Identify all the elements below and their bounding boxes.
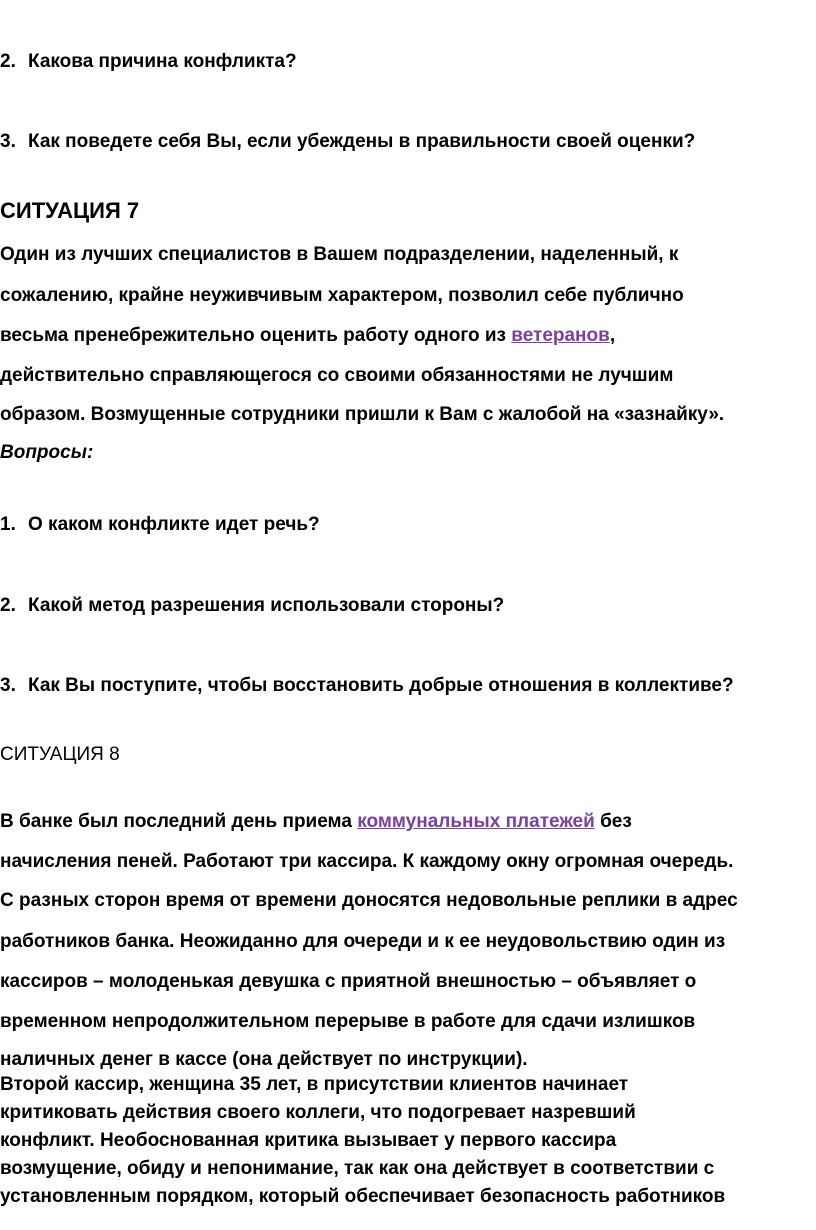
question-number: 1. — [0, 514, 16, 535]
question-3 — [0, 674, 734, 698]
situation-8-line-1 — [0, 810, 632, 834]
question-number: 2. — [0, 51, 16, 72]
question-number: 2. — [0, 595, 16, 616]
situation-7-line-2: сожалению, крайне неуживчивым характером, позволил себе публично — [0, 285, 684, 306]
text-span: без — [594, 811, 632, 832]
situation-7-title: СИТУАЦИЯ 7 — [0, 198, 140, 223]
question-number: 3. — [0, 675, 16, 696]
situation-7-line-5: образом. Возмущенные сотрудники пришли к Вам с жалобой на «зазнайку». — [0, 404, 725, 425]
situation-8-line-2: начисления пеней. Работают три кассира. К каждому окну огромная очередь. — [0, 851, 734, 872]
situation-7-line-1: Один из лучших специалистов в Вашем подразделении, наделенный, к — [0, 244, 679, 265]
question-text: Как Вы поступите, чтобы восстановить добрые отношения в коллективе? — [28, 675, 734, 696]
utility-payments-link[interactable]: коммунальных платежей — [357, 811, 595, 832]
situation-8-line-7: наличных денег в кассе (она действует по инструкции). — [0, 1049, 528, 1070]
situation-8-p2-line-3: конфликт. Необоснованная критика вызывает у первого кассира — [0, 1130, 617, 1151]
text-span: В банке был последний день приема — [0, 811, 358, 832]
situation-8-line-5: кассиров – молоденькая девушка с приятной внешностью – объявляет о — [0, 971, 697, 992]
situation-8-p2-line-4: возмущение, обиду и непонимание, так как она действует в соответствии с — [0, 1158, 715, 1179]
situation-8-title: СИТУАЦИЯ 8 — [0, 744, 120, 765]
situation-8-p2-line-1: Второй кассир, женщина 35 лет, в присутствии клиентов начинает — [0, 1074, 629, 1095]
situation-7-line-4: действительно справляющегося со своими обязанностями не лучшим — [0, 365, 674, 386]
question-3-prev — [0, 130, 695, 154]
situation-8-line-3: С разных сторон время от времени доносятся недовольные реплики в адрес — [0, 890, 738, 911]
question-text: Какова причина конфликта? — [28, 51, 297, 72]
situation-8-p2-line-5: установленным порядком, который обеспечивает безопасность работников — [0, 1186, 726, 1207]
text-span: весьма пренебрежительно оценить работу одного из — [0, 325, 512, 346]
questions-label: Вопросы: — [0, 442, 94, 463]
question-text: О каком конфликте идет речь? — [28, 514, 320, 535]
question-text: Какой метод разрешения использовали стороны? — [28, 595, 505, 616]
situation-8-line-4: работников банка. Неожиданно для очереди и к ее неудовольствию один из — [0, 931, 726, 952]
question-1 — [0, 513, 320, 537]
question-number: 3. — [0, 131, 16, 152]
situation-7-line-3 — [0, 324, 615, 348]
question-text: Как поведете себя Вы, если убеждены в правильности своей оценки? — [28, 131, 696, 152]
veterans-link[interactable]: ветеранов — [511, 325, 610, 346]
text-span: , — [609, 325, 616, 346]
situation-8-line-6: временном непродолжительном перерыве в работе для сдачи излишков — [0, 1011, 696, 1032]
question-2 — [0, 594, 504, 618]
situation-8-p2-line-2: критиковать действия своего коллеги, что подогревает назревший — [0, 1102, 636, 1123]
question-2-prev — [0, 50, 297, 74]
